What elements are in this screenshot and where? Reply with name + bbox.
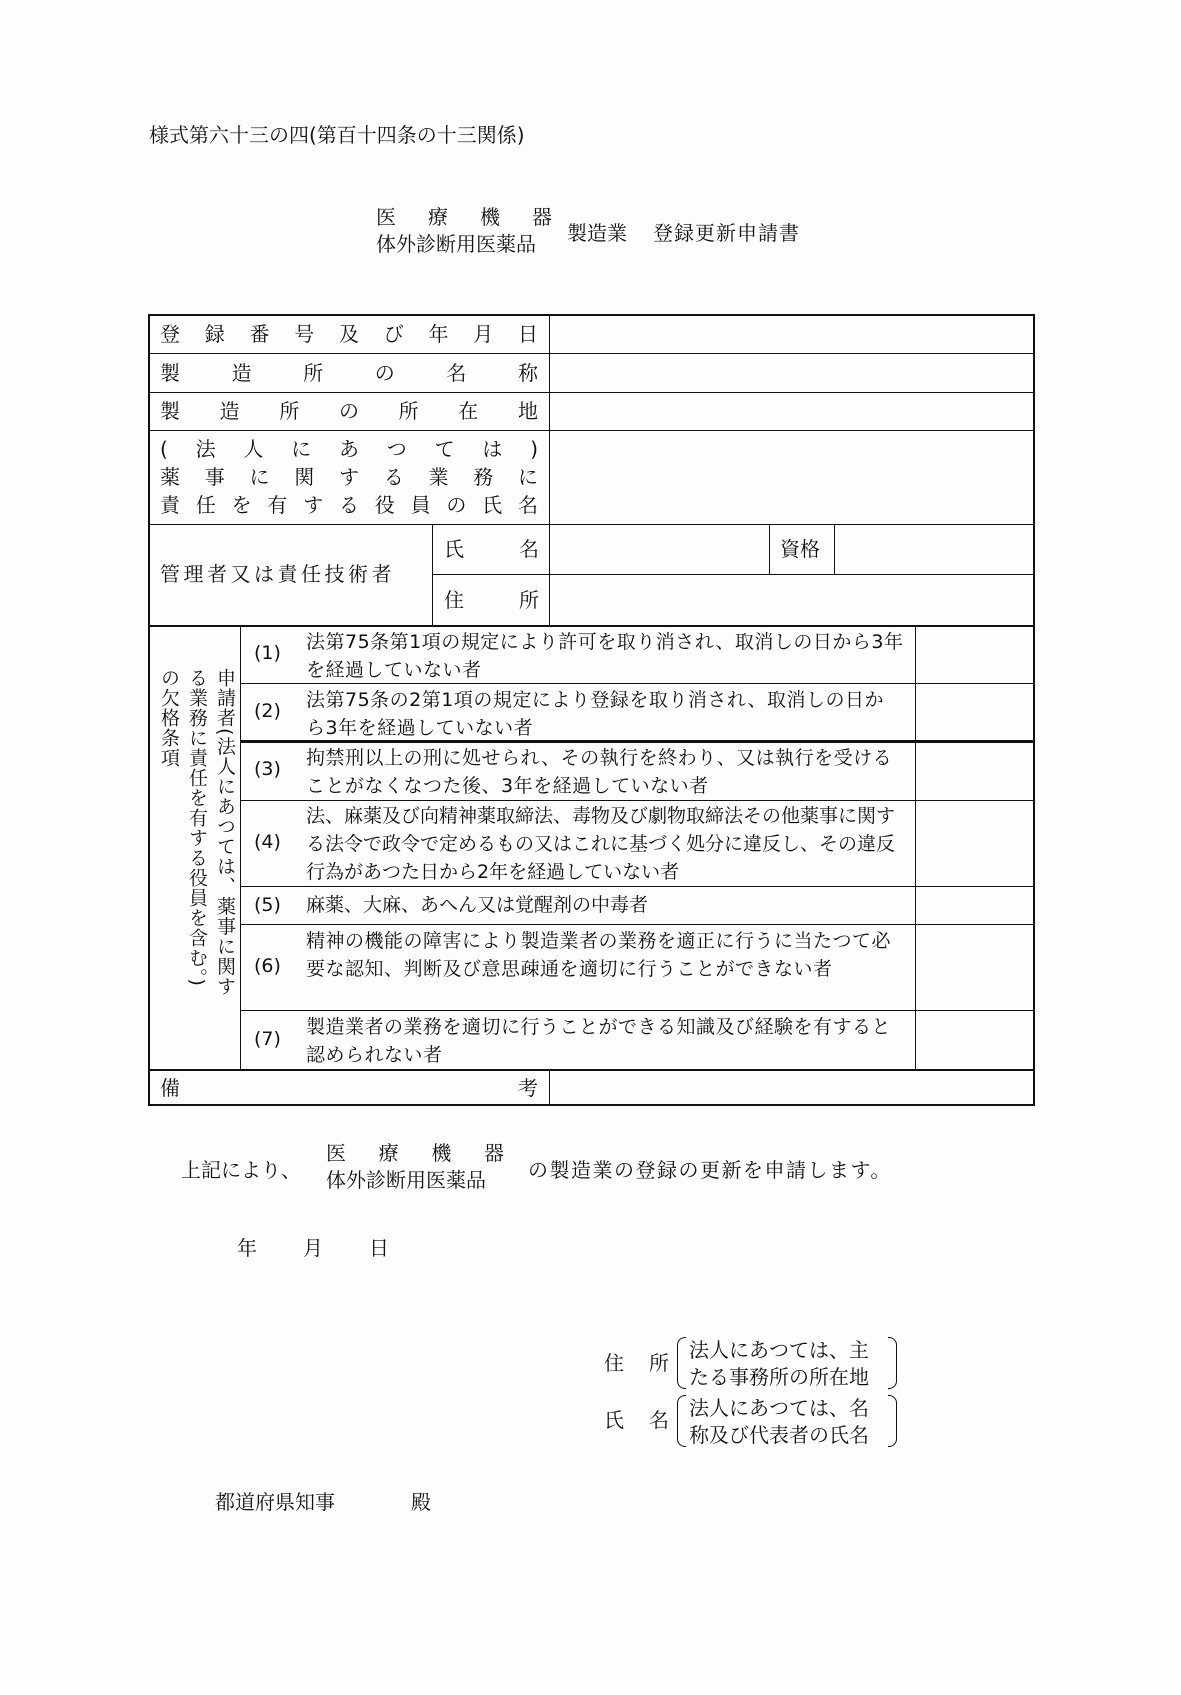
char: 務	[473, 465, 494, 489]
char: 号	[294, 322, 315, 346]
label-manager-address	[444, 589, 539, 611]
char: 所	[519, 588, 539, 612]
char: (	[160, 437, 168, 461]
addressee-honorific: 殿	[411, 1490, 431, 1514]
char: 器	[483, 1141, 504, 1165]
label-facility-name	[160, 362, 538, 384]
open-paren	[677, 1395, 686, 1447]
char: 医	[326, 1141, 346, 1165]
char: あ	[339, 437, 359, 461]
item-answer-field[interactable]	[918, 685, 1031, 739]
item-text: 精神の機能の障害により製造業者の業務を適正に行うに当たつて必要な認知、判断及び意思疎通を適切に行うことができない者	[306, 930, 892, 980]
addressee: 都道府県知事	[215, 1490, 335, 1514]
item-number: (2)	[254, 700, 281, 722]
label-line	[160, 463, 538, 491]
char: 氏	[482, 493, 503, 517]
item-number: (4)	[254, 831, 281, 853]
char: は	[482, 437, 503, 461]
char: 名	[519, 537, 539, 561]
char: び	[383, 322, 404, 346]
item-answer-field[interactable]	[918, 888, 1031, 922]
char: の	[446, 493, 467, 517]
char: 所	[398, 399, 419, 423]
item-number: (1)	[254, 642, 281, 664]
item-text: 拘禁刑以上の刑に処せられ、その執行を終わり、又は執行を受けることがなくなつた後、3年を経過していない者	[306, 747, 893, 797]
table-border-bottom	[148, 1104, 1035, 1106]
applicant-address-label	[604, 1352, 669, 1374]
char: 員	[410, 493, 431, 517]
disqualification-label-col3: の欠格条項	[158, 668, 180, 768]
note-line: 法人にあつては、名	[689, 1396, 869, 1420]
statement-option-ivd: 体外診断用医薬品	[326, 1168, 486, 1192]
char: に	[518, 465, 538, 489]
char: 関	[294, 465, 315, 489]
char: 氏	[444, 537, 464, 561]
char: 備	[160, 1076, 180, 1100]
heading-title: 登録更新申請書	[653, 221, 800, 245]
item-answer-field[interactable]	[918, 627, 1031, 681]
char: 器	[532, 205, 552, 229]
char: 造	[219, 399, 240, 423]
label-line	[160, 435, 538, 463]
item-text: 麻薬、大麻、あへん又は覚醒剤の中毒者	[306, 894, 649, 916]
char: 機	[480, 205, 500, 229]
note-line: 法人にあつては、主	[689, 1338, 869, 1362]
item-answer-field[interactable]	[918, 744, 1031, 798]
char: 製	[160, 361, 180, 385]
char: 有	[267, 493, 288, 517]
heading-option-ivd: 体外診断用医薬品	[376, 232, 536, 256]
item-text: 製造業者の業務を適切に行うことができる知識及び経験を有すると認められない者	[306, 1016, 892, 1066]
qualification-field[interactable]	[837, 526, 1032, 572]
facility-name-field[interactable]	[552, 355, 1032, 391]
item-number: (3)	[254, 758, 281, 780]
char: る	[338, 493, 359, 517]
applicant-address-note	[689, 1337, 869, 1391]
applicant-name-label	[604, 1409, 669, 1431]
remarks-field[interactable]	[552, 1071, 1032, 1103]
table-border-right	[1033, 314, 1035, 1106]
item-number: (5)	[254, 894, 281, 916]
note-line: 称及び代表者の氏名	[689, 1423, 869, 1447]
item-number: (6)	[254, 955, 281, 977]
divider	[148, 524, 1035, 525]
divider	[915, 625, 916, 1069]
heading-option-medical-device	[376, 206, 552, 228]
char: 在	[458, 399, 479, 423]
char: 機	[431, 1141, 452, 1165]
close-paren	[888, 1395, 897, 1447]
divider	[432, 574, 1035, 575]
char: の	[374, 361, 395, 385]
char: 薬	[160, 465, 180, 489]
char: を	[231, 493, 252, 517]
item-text: 法第75条の2第1項の規定により登録を取り消され、取消しの日から3年を経過していない者	[306, 689, 884, 739]
char: 医	[376, 205, 396, 229]
divider	[240, 886, 1035, 887]
responsible-officers-field[interactable]	[552, 432, 1032, 522]
date-day: 日	[369, 1236, 389, 1260]
note-line: たる事務所の所在地	[689, 1365, 869, 1389]
char: 氏	[604, 1408, 624, 1432]
divider	[240, 625, 241, 1069]
char: 造	[231, 361, 252, 385]
label-responsible-officers	[160, 435, 538, 519]
char: 所	[303, 361, 324, 385]
date-year: 年	[237, 1236, 257, 1260]
manager-address-field[interactable]	[552, 576, 1032, 623]
label-manager-name	[444, 538, 539, 560]
char: 責	[160, 493, 180, 517]
char: に	[291, 437, 312, 461]
facility-address-field[interactable]	[552, 394, 1032, 429]
char: 住	[444, 588, 464, 612]
divider	[148, 430, 1035, 431]
char: 考	[518, 1076, 538, 1100]
char: 番	[249, 322, 270, 346]
char: 人	[243, 437, 264, 461]
registration-number-date-field[interactable]	[552, 316, 1032, 352]
item-text: 法、麻薬及び向精神薬取締法、毒物及び劇物取締法その他薬事に関する法令で政令で定めるもの又はこれに基づく処分に違反し、その違反行為があつた日から2年を経過していない者	[306, 805, 896, 883]
char: に	[249, 465, 270, 489]
statement-prefix: 上記により、	[181, 1158, 301, 1182]
divider	[240, 924, 1035, 925]
char: 年	[428, 322, 449, 346]
char: す	[303, 493, 324, 517]
statement-option-medical-device	[326, 1142, 504, 1164]
char: 事	[204, 465, 225, 489]
label-remarks	[160, 1077, 538, 1099]
char: 所	[279, 399, 300, 423]
date-month: 月	[303, 1236, 323, 1260]
item-number: (7)	[254, 1028, 281, 1050]
char: 月	[473, 322, 494, 346]
label-line	[160, 491, 538, 519]
label-manager: 管理者又は責任技術者	[160, 562, 395, 586]
divider	[148, 625, 1035, 627]
char: 所	[649, 1351, 669, 1375]
disqualification-label-col1: 申請者(法人にあつては、薬事に関す	[214, 668, 236, 997]
char: 称	[517, 361, 538, 385]
char: 療	[428, 205, 448, 229]
char: る	[383, 465, 404, 489]
char: 及	[339, 322, 359, 346]
form-number: 様式第六十三の四(第百十四条の十三関係)	[149, 123, 525, 147]
label-registration-number-date	[160, 323, 538, 345]
char: 名	[649, 1408, 669, 1432]
char: す	[339, 465, 359, 489]
disqualification-label-col2: る業務に責任を有する役員を含む。)	[186, 668, 208, 987]
char: 住	[604, 1351, 624, 1375]
divider	[549, 1069, 550, 1105]
char: 名	[446, 361, 467, 385]
divider	[769, 524, 770, 574]
char: 名	[517, 493, 538, 517]
char: )	[530, 437, 538, 461]
label-qualification: 資格	[780, 537, 820, 561]
divider	[148, 353, 1035, 354]
char: 登	[160, 322, 180, 346]
item-answer-field[interactable]	[918, 926, 1031, 1008]
char: つ	[386, 437, 407, 461]
open-paren	[677, 1337, 686, 1389]
char: 業	[428, 465, 449, 489]
char: 製	[160, 399, 180, 423]
close-paren	[888, 1337, 897, 1389]
manager-name-field[interactable]	[552, 526, 767, 572]
divider	[240, 1010, 1035, 1011]
char: 録	[204, 322, 225, 346]
divider	[834, 524, 835, 574]
heading-middle: 製造業	[567, 221, 627, 245]
heading-option-block	[376, 206, 552, 255]
divider	[240, 800, 1035, 801]
statement-option-block	[326, 1142, 504, 1191]
char: て	[434, 437, 455, 461]
divider	[148, 392, 1035, 393]
label-facility-address	[160, 400, 538, 422]
applicant-name-note	[689, 1395, 869, 1449]
item-text: 法第75条第1項の規定により許可を取り消され、取消しの日から3年を経過していない者	[306, 631, 904, 681]
statement-suffix: の製造業の登録の更新を申請します。	[528, 1158, 892, 1182]
char: 法	[195, 437, 216, 461]
char: 任	[195, 493, 216, 517]
char: 日	[518, 322, 538, 346]
char: 地	[517, 399, 538, 423]
table-border-left	[148, 314, 150, 1106]
item-answer-field[interactable]	[918, 1012, 1031, 1067]
char: の	[338, 399, 359, 423]
char: 役	[374, 493, 395, 517]
char: 療	[378, 1141, 399, 1165]
item-answer-field[interactable]	[918, 802, 1031, 884]
divider	[549, 314, 550, 625]
